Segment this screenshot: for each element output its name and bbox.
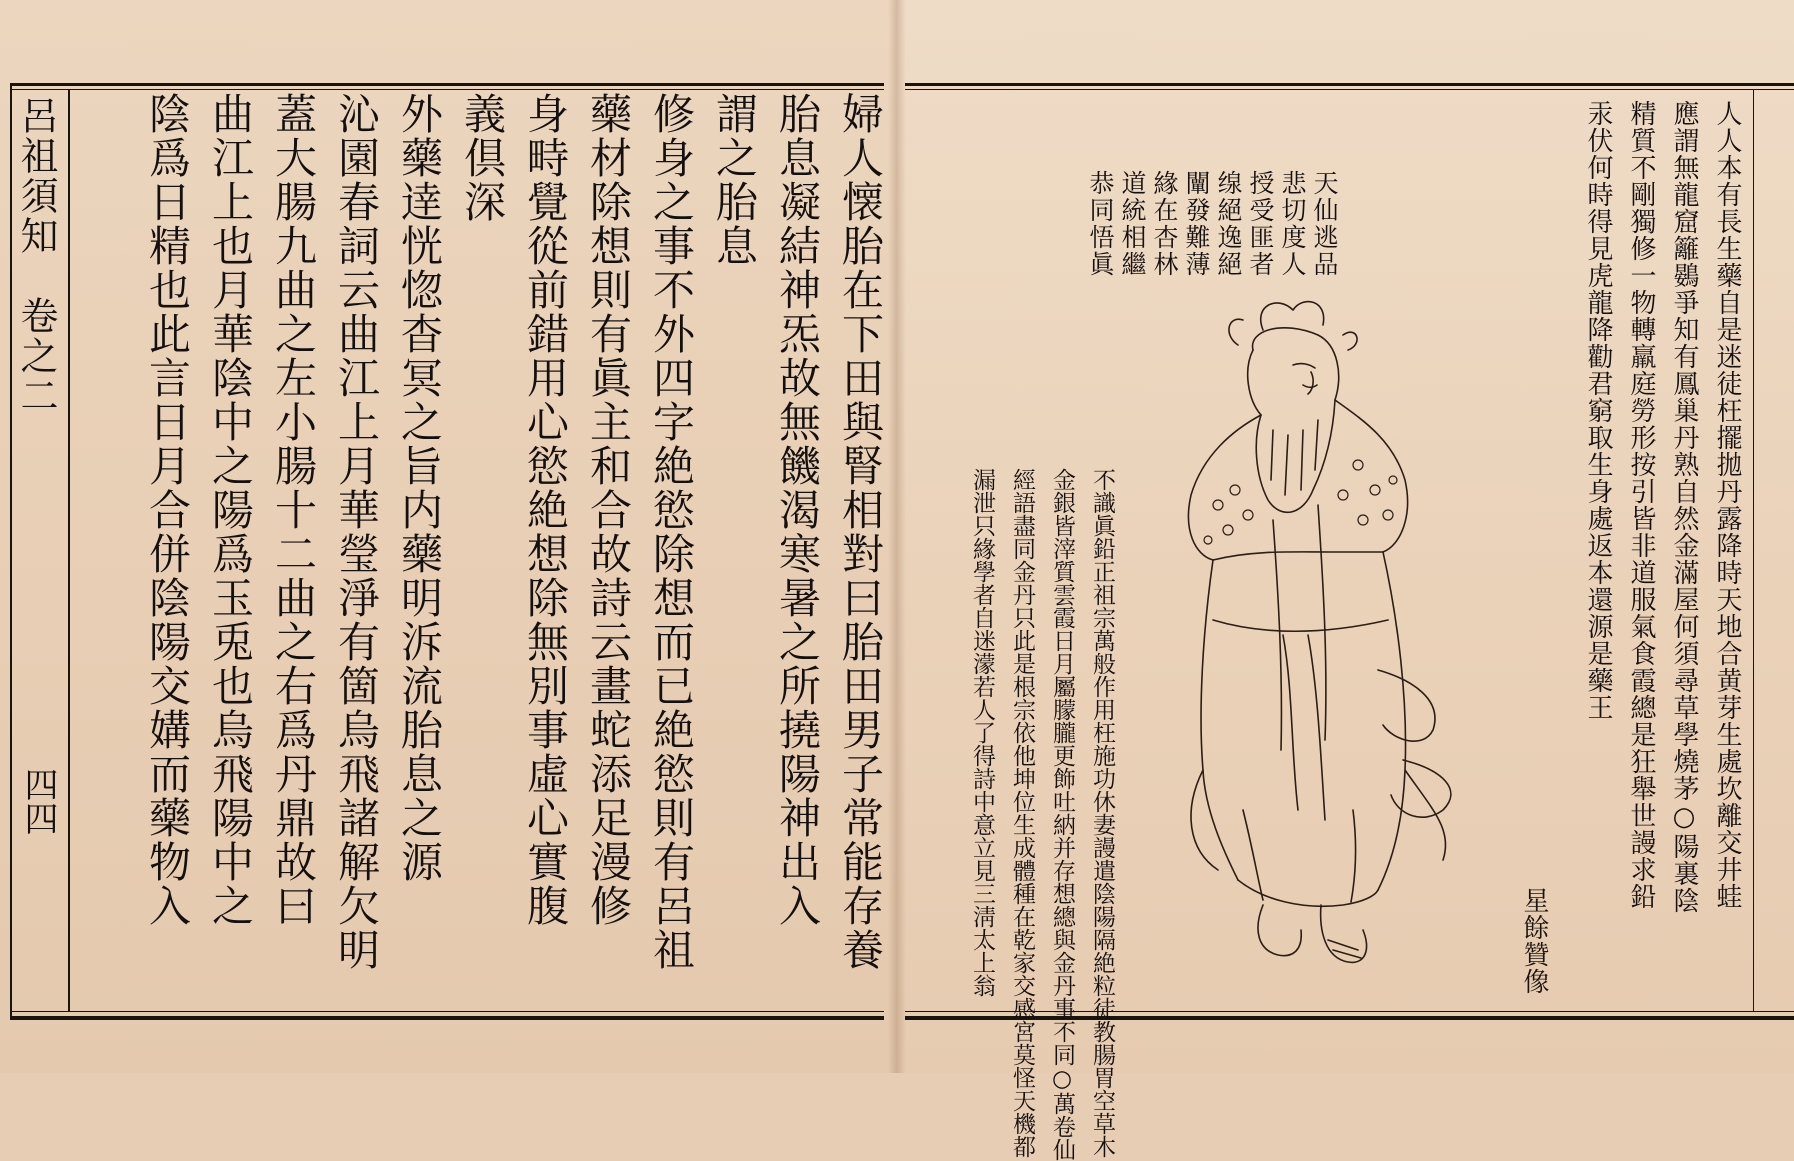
text-column: 藥材除想則有眞主和合故詩云畫蛇添足漫修 bbox=[584, 92, 633, 928]
text-column: 胎息凝結神炁故無饑渴寒暑之所撓陽神出入 bbox=[773, 92, 822, 928]
inscription-column: 應謂無龍窟籬鷃爭知有鳳巢丹熟自然金滿屋何須尋草學燒茅○陽裏陰 bbox=[1669, 100, 1699, 914]
running-head-divider bbox=[68, 89, 70, 1011]
right-frame-bottom-inner bbox=[905, 1011, 1794, 1012]
text-column: 陰爲日精也此言日月合併陰陽交媾而藥物入 bbox=[143, 92, 192, 928]
text-column: 婦人懐胎在下田與腎相對曰胎田男子常能存養 bbox=[836, 92, 885, 972]
right-frame-top-inner bbox=[905, 89, 1794, 90]
verse-column: 道統相繼 bbox=[1118, 170, 1147, 278]
inscription-column: 人人本有長生藥自是迷徒枉擺拋丹露降時天地合黄芽生處坎離交井蛙 bbox=[1712, 100, 1742, 910]
text-column: 蓋大腸九曲之左小腸十二曲之右爲丹鼎故曰 bbox=[269, 92, 318, 928]
poem-column: 經語盡同金丹只此是根宗依他坤位生成體種在乾家交感宮莫怪天機都 bbox=[1009, 468, 1035, 1158]
left-frame-edge bbox=[10, 83, 12, 1020]
verse-column: 天仙逃品 bbox=[1310, 170, 1339, 278]
left-frame-top-inner bbox=[10, 89, 884, 90]
verse-column: 恭同悟眞 bbox=[1086, 170, 1115, 278]
verse-column: 缐絕逸絕 bbox=[1214, 170, 1243, 278]
page-number: 四四 bbox=[18, 767, 58, 835]
text-column: 外藥逹恍惚杳冥之旨内藥明泝流胎息之源 bbox=[395, 92, 444, 884]
running-head: 呂祖須知 卷之二 bbox=[14, 96, 58, 416]
text-column: 修身之事不外四字絶慾除想而已絶慾則有呂祖 bbox=[647, 92, 696, 972]
illustrator-signature: 星餘贊像 bbox=[1519, 887, 1549, 995]
left-frame-top bbox=[10, 83, 884, 86]
poem-column: 不識眞鉛正祖宗萬般作用枉施功休妻謾遣陰陽隔絶粒徒教腸胃空草木 bbox=[1089, 468, 1115, 1158]
verse-column: 悲切度人 bbox=[1278, 170, 1307, 278]
immortal-portrait-illustration bbox=[1143, 290, 1523, 1010]
text-column: 曲江上也月華陰中之陽爲玉兎也烏飛陽中之 bbox=[206, 92, 255, 928]
verse-column: 闡發難薄 bbox=[1182, 170, 1211, 278]
left-frame-bottom bbox=[10, 1016, 884, 1020]
text-column: 謂之胎息 bbox=[710, 92, 759, 268]
verse-column: 緣在杏林 bbox=[1150, 170, 1179, 278]
right-frame-edge bbox=[1753, 89, 1754, 1011]
text-column: 義倶深 bbox=[458, 92, 507, 224]
right-frame-top bbox=[905, 83, 1794, 86]
verse-column: 授受匪者 bbox=[1246, 170, 1275, 278]
left-frame-bottom-inner bbox=[10, 1011, 884, 1012]
poem-column: 漏泄只緣學者自迷濛若人了得詩中意立見三淸太上翁 bbox=[969, 468, 995, 997]
inscription-column: 精質不剛獨修一物轉羸庭勞形按引皆非道服氣食霞總是狂舉世謾求鉛 bbox=[1626, 100, 1656, 910]
inscription-column: 汞伏何時得見虎龍降勸君窮取生身處返本還源是藥王 bbox=[1583, 100, 1613, 721]
book-gutter bbox=[888, 0, 906, 1073]
text-column: 沁園春詞云曲江上月華瑩淨有箇烏飛諸解欠明 bbox=[332, 92, 381, 972]
left-page bbox=[0, 0, 897, 1073]
text-column: 身畤覺從前錯用心慾絶想除無別事虛心實腹 bbox=[521, 92, 570, 928]
poem-column: 金銀皆滓質雲霞日月屬朦朧更飾吐納并存想總與金丹事不同○萬卷仙 bbox=[1049, 468, 1075, 1161]
right-frame-bottom bbox=[905, 1016, 1794, 1020]
